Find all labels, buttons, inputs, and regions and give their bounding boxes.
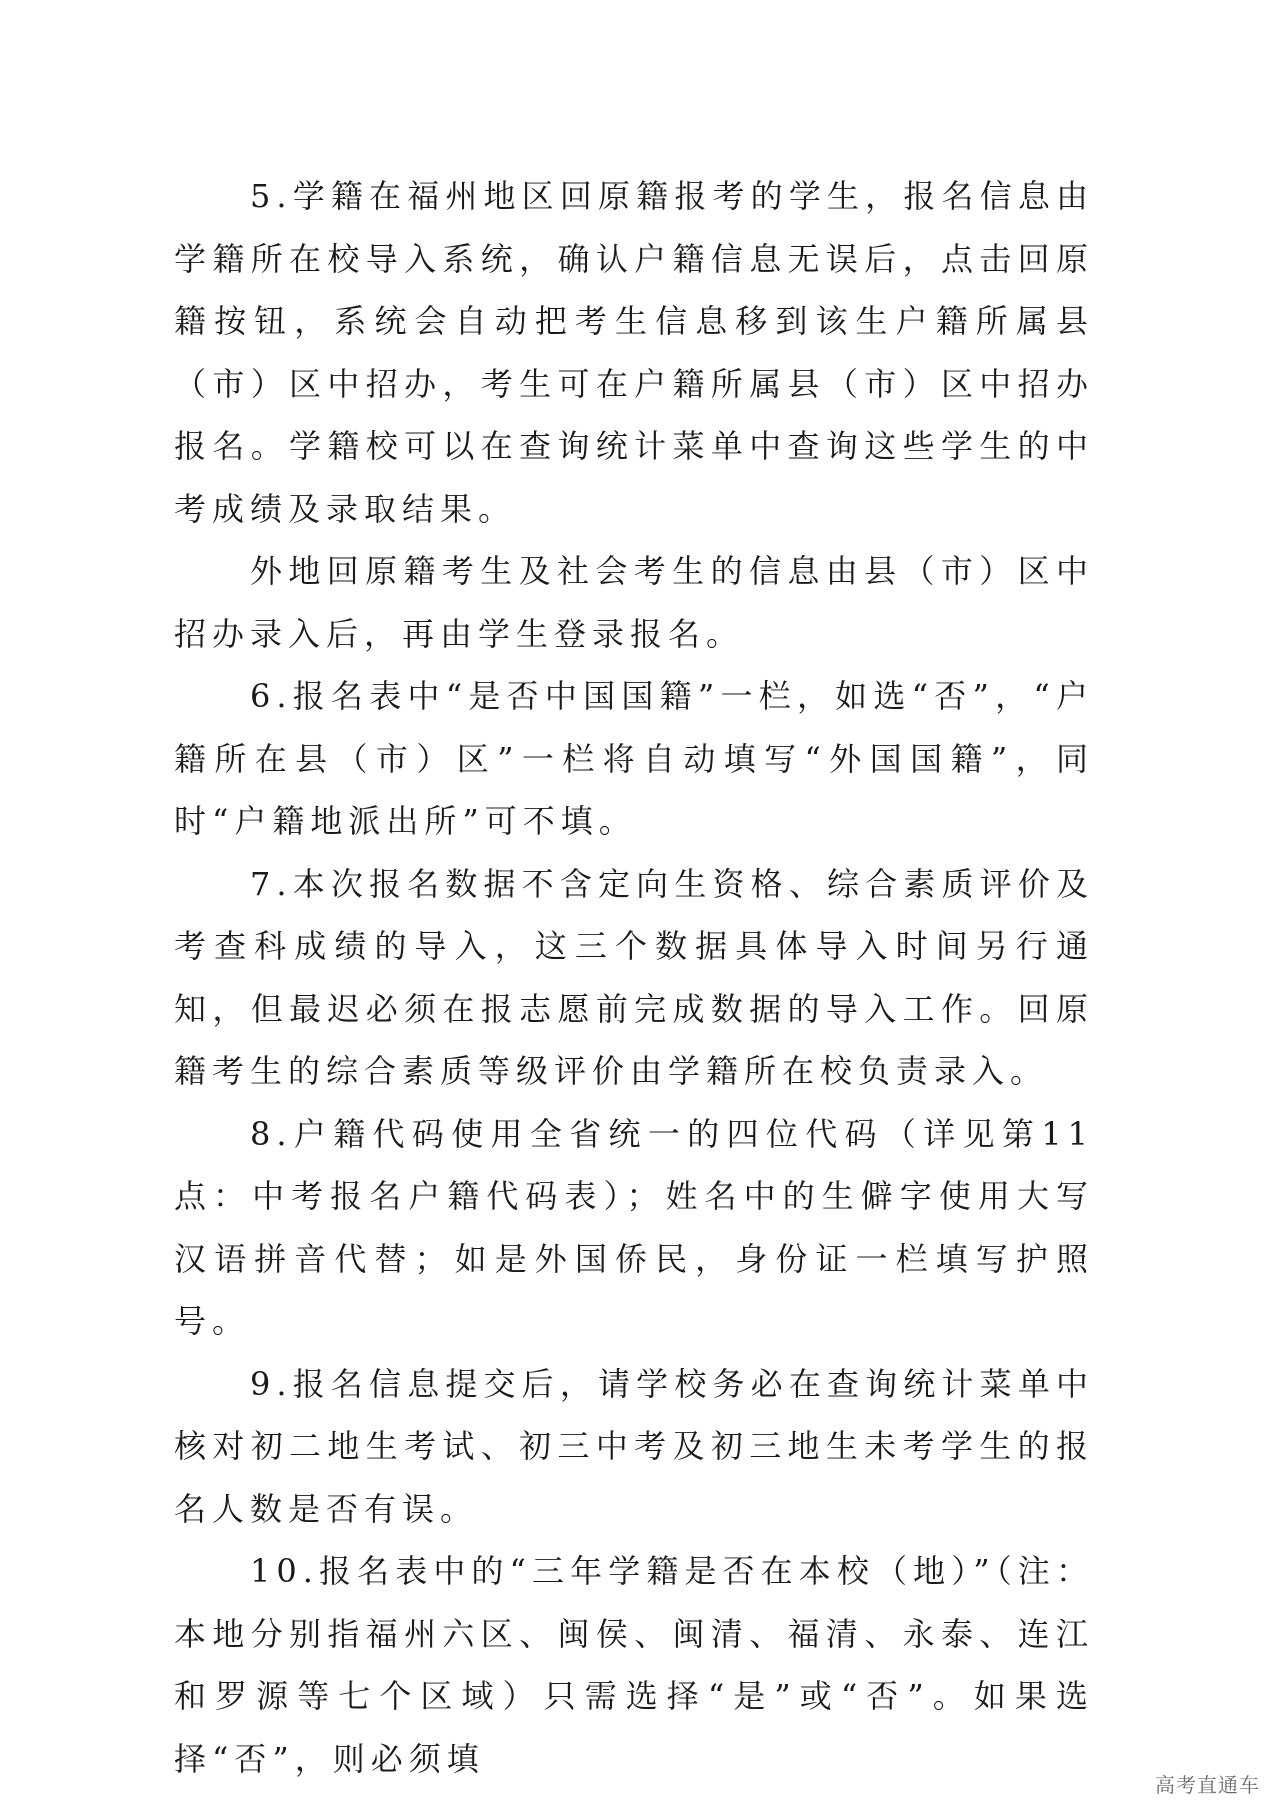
paragraph-item-5: 5.学籍在福州地区回原籍报考的学生，报名信息由学籍所在校导入系统，确认户籍信息无误后，点击回原籍按钮，系统会自动把考生信息移到该生户籍所属县（市）区中招办，考生可在户籍所属县（市）区中招办报名。学籍校可以在查询统计菜单中查询这些学生的中考成绩及录取结果。 (174, 177, 1094, 528)
watermark: 高考直通车 (1155, 1773, 1260, 1797)
paragraph-item-6: 6.报名表中“是否中国国籍”一栏，如选“否”，“户籍所在县（市）区”一栏将自动填写“外国国籍”，同时“户籍地派出所”可不填。 (174, 677, 1094, 840)
paragraph-item-8: 8.户籍代码使用全省统一的四位代码（详见第11点：中考报名户籍代码表）；姓名中的生僻字使用大写汉语拼音代替；如是外国侨民，身份证一栏填写护照号。 (174, 1114, 1094, 1340)
paragraph-item-7: 7.本次报名数据不含定向生资格、综合素质评价及考查科成绩的导入，这三个数据具体导入时间另行通知，但最迟必须在报志愿前完成数据的导入工作。回原籍考生的综合素质等级评价由学籍所在校负责录入。 (174, 864, 1094, 1090)
paragraph-nonlocal-students: 外地回原籍考生及社会考生的信息由县（市）区中招办录入后，再由学生登录报名。 (174, 552, 1094, 653)
paragraph-item-9: 9.报名信息提交后，请学校务必在查询统计菜单中核对初二地生考试、初三中考及初三地生未考学生的报名人数是否有误。 (174, 1364, 1094, 1528)
paragraph-item-10: 10.报名表中的“三年学籍是否在本校（地）”（注：本地分别指福州六区、闽侯、闽清、福清、永泰、连江和罗源等七个区域）只需选择“是”或“否”。如果选择“否”，则必须填 (174, 1552, 1094, 1778)
document-body (174, 165, 1094, 1790)
